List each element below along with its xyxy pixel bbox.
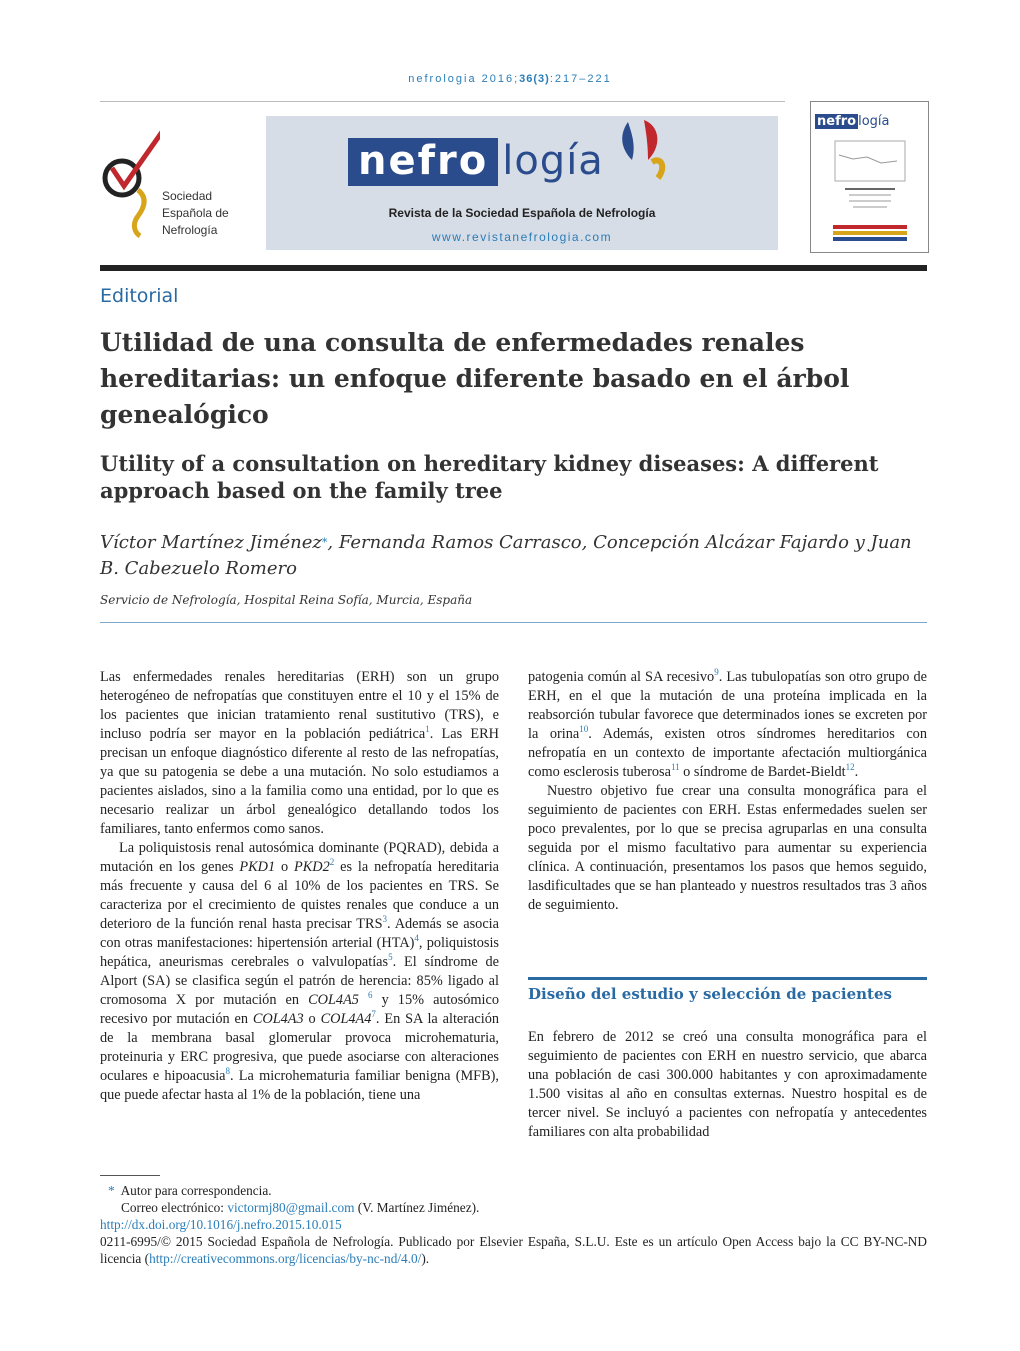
license-text: 0211-6995/© 2015 Sociedad Española de Nefrología. Publicado por Elsevier España, S.L.U. Este es un artículo Open Access bajo la CC BY-NC-ND licencia ( <box>100 1234 927 1266</box>
section-rule <box>528 977 927 980</box>
masthead-rule <box>100 265 927 271</box>
license-close: ). <box>421 1251 430 1266</box>
paragraph: Las enfermedades renales hereditarias (ERH) son un grupo heterogéneo de nefropatías que constituyen entre el 10 y el 15% de los pacientes que inician tratamiento renal sustitutivo (TRS), e incluso podría ser mayor en la población pediátrica$^1$. Las ERH precisan un enfoque diagnóstico diferente al resto de las nefropatías, ya que su patogenia se debe a una mutación. No solo estudiamos a pacientes aislados, sino a la familia como una entidad, por lo que es necesario realizar un árbol genealógico detallando todos los familiares, tanto enfermos como sanos. <box>100 669 499 837</box>
title-english: Utility of a consultation on hereditary kidney diseases: A different approach based on the family tree <box>100 451 879 503</box>
society-name: Sociedad Española de Nefrología <box>162 189 229 237</box>
affiliation-rule <box>100 622 927 623</box>
footnote-rule <box>100 1175 160 1176</box>
body-column-right-lower <box>528 1028 927 1142</box>
journal-citation: nefrologia 2016;36(3):217–221 <box>408 73 612 85</box>
paragraph: En febrero de 2012 se creó una consulta monográfica para el seguimiento de pacientes con ERH en nuestro servicio, que abarca una población de casi 300.000 habitantes y con aproximadamente 1.500 visitas al año en consultas externas. Nuestro hospital es de tercer nivel. Se incluyó a pacientes con nefropatía y antecedentes familiares con alta probabilidad <box>528 1029 927 1140</box>
corresponding-author: Víctor Martínez Jiménez <box>100 532 322 553</box>
email-label: Correo electrónico: <box>121 1200 225 1215</box>
society-mark-icon <box>100 128 160 238</box>
section-heading: Diseño del estudio y selección de pacientes <box>528 985 892 1003</box>
footnotes <box>100 1182 927 1267</box>
author-list <box>100 530 920 582</box>
journal-flame-icon <box>618 116 668 182</box>
email-owner: (V. Martínez Jiménez). <box>357 1200 480 1215</box>
doi-link[interactable]: http://dx.doi.org/10.1016/j.nefro.2015.10.015 <box>100 1217 342 1232</box>
cover-logo: nefro logía <box>817 114 890 129</box>
society-logo <box>100 128 260 240</box>
paragraph: La poliquistosis renal autosómica dominante (PQRAD), debida a mutación en los genes PKD1 o $PKD2^2$ es la nefropatía hereditaria más frecuente y causa del 6 al 10% de los pacientes en TRS. Se caracteriza por el crecimiento de quistes renales que conduce a un deterioro de la función renal hasta precisar TRS$^3$. Además se asocia con otras manifestaciones: hipertensión arterial (HTA)$^4$, poliquistosis hepática, aneurismas cerebrales o valvulopatías$^5$. El síndrome de Alport (SA) se clasifica según el patrón de herencia: 85% ligado al cromosoma X por mutación en COL4A5 $^6$ y 15% autosómico recesivo por mutación en COL4A3 o $COL4A4^7$. En SA la alteración de la membrana basal glomerular provoca microhematuria, proteinuria y ERC progresiva, que puede asociarse con alteraciones oculares e hipoacusia$^8$. La microhematuria familiar benigna (MFB), que puede afectar hasta al 1% de la población, tiene una <box>100 840 500 1103</box>
banner-subtitle: Revista de la Sociedad Española de Nefrología <box>388 206 656 220</box>
journal-banner <box>266 116 778 250</box>
section-label: Editorial <box>100 285 179 307</box>
body-column-left <box>100 668 499 1105</box>
affiliation: Servicio de Nefrología, Hospital Reina Sofía, Murcia, España <box>100 593 473 607</box>
license-link[interactable]: http://creativecommons.org/licencias/by-nc-nd/4.0/ <box>149 1251 422 1266</box>
banner-url[interactable]: www.revistanefrologia.com <box>431 230 613 244</box>
corresponding-label: Autor para correspondencia. <box>120 1183 272 1198</box>
cover-thumbnail-icon <box>831 137 909 247</box>
email-link[interactable]: victormj80@gmail.com <box>227 1200 355 1215</box>
coauthors: , Fernanda Ramos Carrasco, Concepción Alcázar Fajardo y Juan B. Cabezuelo Romero <box>100 532 912 579</box>
corresponding-mark[interactable]: * <box>321 536 328 549</box>
paragraph: Nuestro objetivo fue crear una consulta monográfica para el seguimiento de pacientes con ERH. Estas enfermedades suelen ser poco prevalentes, por lo que se precisa agruparlas en una consulta seguida por el mismo facultativo para aumentar su experiencia clínica. A continuación, presentamos los pasos que hemos seguido, lasdificultades que se han planteado y nuestros resultados tras 3 años de seguimiento. <box>528 783 927 913</box>
footnote-mark: * <box>108 1183 115 1198</box>
title-spanish: Utilidad de una consulta de enfermedades renales hereditarias: un enfoque diferente basado en el árbol genealógico <box>100 328 850 429</box>
journal-cover <box>810 101 929 253</box>
paragraph: patogenia común al SA recesivo$^9$. Las tubulopatías son otro grupo de ERH, en el que la mutación de una proteína implicada en la reabsorción tubular favorece que determinados iones se excreten por la orina$^{10}$. Además, existen otros síndromes hereditarios con nefropatía en un contexto de importante afectación multiorgánica como esclerosis tuberosa$^{11}$ o síndrome de Bardet-Bieldt$^{12}$. <box>528 667 927 780</box>
body-column-right <box>528 668 927 915</box>
journal-logo: nefro logía <box>348 138 604 190</box>
header-rule <box>100 101 785 102</box>
